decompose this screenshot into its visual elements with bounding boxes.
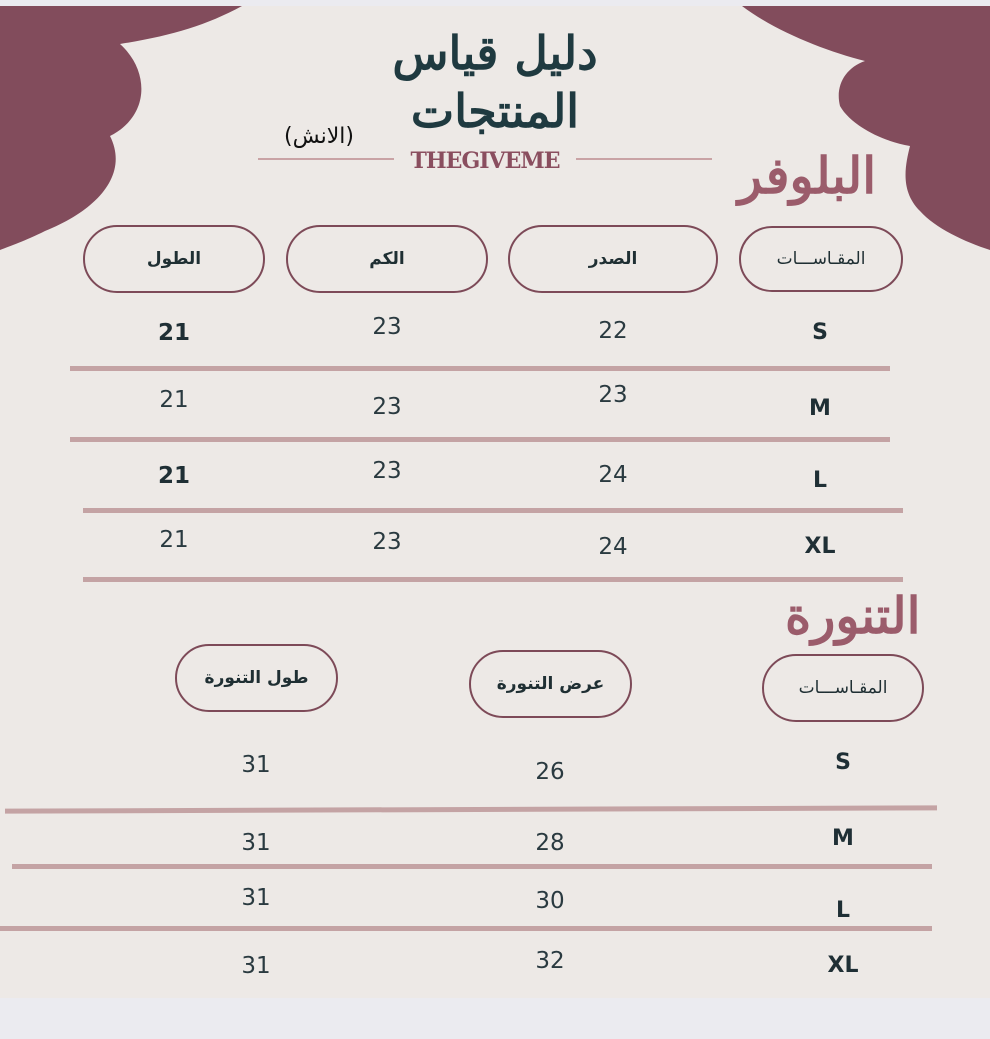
pullover-section-title: البلوفر <box>738 146 877 205</box>
skirt-section-title: التنورة <box>785 586 921 645</box>
skirt-length-xl: 31 <box>241 953 271 979</box>
pullover-row-divider-1 <box>70 366 890 371</box>
skirt-width-m: 28 <box>535 830 565 856</box>
pullover-chest-xl: 24 <box>598 534 628 560</box>
brand-logo: THEGIVEME <box>410 148 560 174</box>
pullover-header-chest: الصدر <box>508 225 718 293</box>
pullover-size-l: L <box>812 468 828 493</box>
pullover-size-m: M <box>809 396 831 421</box>
pullover-size-s: S <box>812 320 828 345</box>
skirt-width-s: 26 <box>535 759 565 785</box>
pullover-header-length: الطول <box>83 225 265 293</box>
pullover-length-xl: 21 <box>159 527 189 553</box>
pullover-chest-l: 24 <box>598 462 628 488</box>
skirt-header-length: طول التنورة <box>175 644 338 712</box>
skirt-size-xl: XL <box>827 953 859 978</box>
size-guide-card <box>0 6 990 998</box>
pullover-length-l: 21 <box>157 463 190 489</box>
skirt-row-divider-1 <box>5 805 937 813</box>
skirt-header-width: عرض التنورة <box>469 650 632 718</box>
right-corner-decoration <box>730 6 990 256</box>
skirt-size-l: L <box>835 898 851 923</box>
brand-divider-right <box>576 158 712 160</box>
pullover-row-divider-2 <box>70 437 890 442</box>
skirt-length-s: 31 <box>241 752 271 778</box>
skirt-row-divider-3 <box>0 926 932 931</box>
skirt-row-divider-2 <box>12 864 932 869</box>
pullover-sleeve-l: 23 <box>372 458 402 484</box>
pullover-row-divider-3 <box>83 508 903 513</box>
skirt-length-m: 31 <box>241 830 271 856</box>
pullover-sleeve-s: 23 <box>372 314 402 340</box>
pullover-length-s: 21 <box>157 320 190 346</box>
pullover-size-xl: XL <box>804 534 836 559</box>
left-corner-decoration <box>0 6 250 256</box>
pullover-header-sleeve: الكم <box>286 225 488 293</box>
pullover-chest-m: 23 <box>598 382 628 408</box>
pullover-row-divider-4 <box>83 577 903 582</box>
skirt-width-l: 30 <box>535 888 565 914</box>
skirt-size-m: M <box>832 826 854 851</box>
pullover-chest-s: 22 <box>598 318 628 344</box>
page-title-line-1: دليل قياس <box>392 26 598 80</box>
pullover-sleeve-m: 23 <box>372 394 402 420</box>
brand-divider-left <box>258 158 394 160</box>
unit-label: (الانش) <box>284 124 354 149</box>
pullover-sleeve-xl: 23 <box>372 529 402 555</box>
skirt-size-s: S <box>835 750 851 775</box>
skirt-length-l: 31 <box>241 885 271 911</box>
pullover-header-sizes: المقـاســـات <box>739 226 903 292</box>
skirt-header-sizes: المقـاســـات <box>762 654 924 722</box>
page-title-line-2: المنتجات <box>410 84 580 138</box>
skirt-width-xl: 32 <box>535 948 565 974</box>
pullover-length-m: 21 <box>159 387 189 413</box>
